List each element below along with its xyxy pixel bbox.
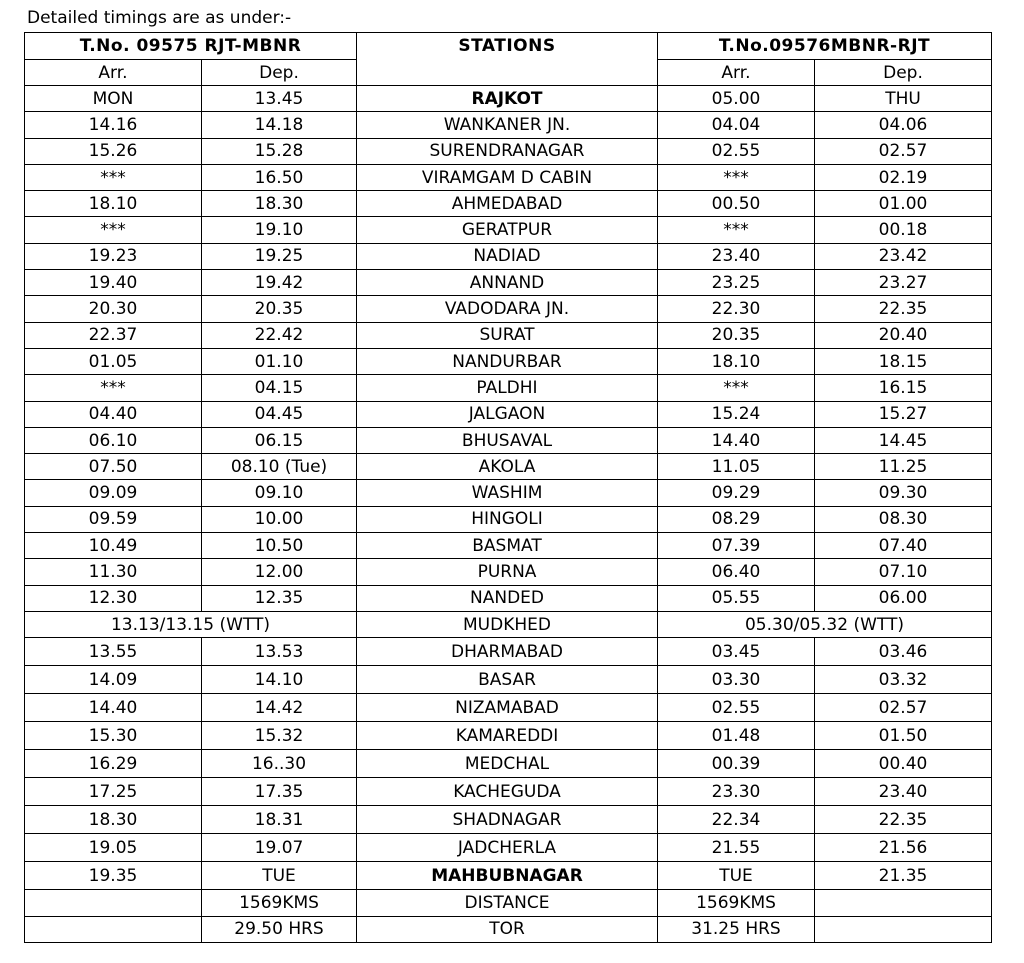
up-arrival-cell: 03.45 xyxy=(658,638,815,666)
tor-row xyxy=(25,916,992,942)
down-arrival-cell: MON xyxy=(25,86,202,112)
table-row xyxy=(25,427,992,453)
table-row xyxy=(25,164,992,190)
up-dep-header: Dep. xyxy=(815,60,992,86)
down-arrival-cell: 12.30 xyxy=(25,585,202,611)
up-wtt-cell: 05.30/05.32 (WTT) xyxy=(658,611,992,637)
table-row xyxy=(25,480,992,506)
down-departure-cell: 15.32 xyxy=(202,722,357,750)
table-row xyxy=(25,666,992,694)
down-arrival-cell: 14.09 xyxy=(25,666,202,694)
down-arrival-cell: 09.59 xyxy=(25,506,202,532)
down-wtt-cell: 13.13/13.15 (WTT) xyxy=(25,611,357,637)
down-arr-header: Arr. xyxy=(25,60,202,86)
up-arrival-cell: 21.55 xyxy=(658,834,815,862)
down-arrival-cell: 19.05 xyxy=(25,834,202,862)
empty-cell xyxy=(815,890,992,916)
down-arrival-cell: 17.25 xyxy=(25,778,202,806)
table-row xyxy=(25,834,992,862)
up-departure-cell: 02.57 xyxy=(815,138,992,164)
table-row xyxy=(25,559,992,585)
up-departure-cell: THU xyxy=(815,86,992,112)
up-departure-cell: 18.15 xyxy=(815,348,992,374)
down-departure-cell: 19.25 xyxy=(202,243,357,269)
down-arrival-cell: 19.23 xyxy=(25,243,202,269)
train-down-header: T.No. 09575 RJT-MBNR xyxy=(25,33,357,60)
up-arrival-cell: 23.40 xyxy=(658,243,815,269)
down-arrival-cell: 11.30 xyxy=(25,559,202,585)
down-arrival-cell: *** xyxy=(25,375,202,401)
station-name-cell: GERATPUR xyxy=(357,217,658,243)
station-name-cell: PURNA xyxy=(357,559,658,585)
table-row xyxy=(25,750,992,778)
down-departure-cell: 14.10 xyxy=(202,666,357,694)
table-row xyxy=(25,86,992,112)
up-departure-cell: 14.45 xyxy=(815,427,992,453)
up-arrival-cell: 06.40 xyxy=(658,559,815,585)
up-arrival-cell: 11.05 xyxy=(658,454,815,480)
station-name-cell: JADCHERLA xyxy=(357,834,658,862)
up-arrival-cell: 14.40 xyxy=(658,427,815,453)
up-departure-cell: 07.10 xyxy=(815,559,992,585)
down-departure-cell: 20.35 xyxy=(202,296,357,322)
station-name-cell: AKOLA xyxy=(357,454,658,480)
table-row xyxy=(25,270,992,296)
table-row xyxy=(25,375,992,401)
station-name-cell: VADODARA JN. xyxy=(357,296,658,322)
up-departure-cell: 02.57 xyxy=(815,694,992,722)
up-arrival-cell: 23.25 xyxy=(658,270,815,296)
down-arrival-cell: 06.10 xyxy=(25,427,202,453)
down-arrival-cell: 10.49 xyxy=(25,533,202,559)
down-departure-cell: 12.00 xyxy=(202,559,357,585)
down-departure-cell: 06.15 xyxy=(202,427,357,453)
down-departure-cell: 04.15 xyxy=(202,375,357,401)
down-departure-cell: 08.10 (Tue) xyxy=(202,454,357,480)
down-departure-cell: 18.30 xyxy=(202,191,357,217)
station-name-cell: BHUSAVAL xyxy=(357,427,658,453)
station-name-cell: AHMEDABAD xyxy=(357,191,658,217)
down-departure-cell: 19.42 xyxy=(202,270,357,296)
up-arrival-cell: *** xyxy=(658,375,815,401)
down-arrival-cell: 15.30 xyxy=(25,722,202,750)
up-departure-cell: 23.42 xyxy=(815,243,992,269)
up-departure-cell: 22.35 xyxy=(815,806,992,834)
up-arrival-cell: 03.30 xyxy=(658,666,815,694)
down-departure-cell: 10.50 xyxy=(202,533,357,559)
down-departure-cell: 16.50 xyxy=(202,164,357,190)
station-name-cell: RAJKOT xyxy=(357,86,658,112)
empty-cell xyxy=(25,916,202,942)
up-departure-cell: 09.30 xyxy=(815,480,992,506)
table-row xyxy=(25,506,992,532)
table-row xyxy=(25,217,992,243)
table-row xyxy=(25,778,992,806)
station-name-cell: NANDURBAR xyxy=(357,348,658,374)
up-arrival-cell: 22.34 xyxy=(658,806,815,834)
down-departure-cell: 16..30 xyxy=(202,750,357,778)
up-arrival-cell: 15.24 xyxy=(658,401,815,427)
station-name-cell: WANKANER JN. xyxy=(357,112,658,138)
down-departure-cell: 17.35 xyxy=(202,778,357,806)
table-row xyxy=(25,533,992,559)
table-row xyxy=(25,862,992,890)
empty-cell xyxy=(815,916,992,942)
table-row xyxy=(25,401,992,427)
up-departure-cell: 03.32 xyxy=(815,666,992,694)
table-row xyxy=(25,191,992,217)
stations-header: STATIONS xyxy=(357,33,658,86)
down-arrival-cell: 19.40 xyxy=(25,270,202,296)
down-arrival-cell: 20.30 xyxy=(25,296,202,322)
distance-row xyxy=(25,890,992,916)
up-arrival-cell: 02.55 xyxy=(658,694,815,722)
down-arrival-cell: 09.09 xyxy=(25,480,202,506)
down-departure-cell: 18.31 xyxy=(202,806,357,834)
station-name-cell: JALGAON xyxy=(357,401,658,427)
up-departure-cell: 16.15 xyxy=(815,375,992,401)
up-arrival-cell: 04.04 xyxy=(658,112,815,138)
table-row xyxy=(25,112,992,138)
down-departure-cell: 01.10 xyxy=(202,348,357,374)
up-departure-cell: 20.40 xyxy=(815,322,992,348)
up-departure-cell: 07.40 xyxy=(815,533,992,559)
down-arrival-cell: 04.40 xyxy=(25,401,202,427)
down-arrival-cell: 14.40 xyxy=(25,694,202,722)
up-arrival-cell: 02.55 xyxy=(658,138,815,164)
station-name-cell: NADIAD xyxy=(357,243,658,269)
station-name-cell: NIZAMABAD xyxy=(357,694,658,722)
summary-label-cell: TOR xyxy=(357,916,658,942)
up-arrival-cell: 05.00 xyxy=(658,86,815,112)
down-departure-cell: 14.18 xyxy=(202,112,357,138)
up-departure-cell: 01.50 xyxy=(815,722,992,750)
table-row xyxy=(25,322,992,348)
up-arrival-cell: TUE xyxy=(658,862,815,890)
table-row xyxy=(25,138,992,164)
up-departure-cell: 23.40 xyxy=(815,778,992,806)
up-departure-cell: 11.25 xyxy=(815,454,992,480)
up-arrival-cell: 00.50 xyxy=(658,191,815,217)
up-arrival-cell: 07.39 xyxy=(658,533,815,559)
down-arrival-cell: 22.37 xyxy=(25,322,202,348)
station-name-cell: PALDHI xyxy=(357,375,658,401)
up-departure-cell: 04.06 xyxy=(815,112,992,138)
station-name-cell: SURENDRANAGAR xyxy=(357,138,658,164)
up-arrival-cell: 08.29 xyxy=(658,506,815,532)
up-departure-cell: 21.35 xyxy=(815,862,992,890)
up-departure-cell: 08.30 xyxy=(815,506,992,532)
down-departure-cell: 09.10 xyxy=(202,480,357,506)
table-row xyxy=(25,454,992,480)
down-arrival-cell: 18.30 xyxy=(25,806,202,834)
down-summary-cell: 1569KMS xyxy=(202,890,357,916)
station-name-cell: KACHEGUDA xyxy=(357,778,658,806)
table-row xyxy=(25,585,992,611)
station-name-cell: DHARMABAD xyxy=(357,638,658,666)
up-departure-cell: 01.00 xyxy=(815,191,992,217)
down-arrival-cell: 14.16 xyxy=(25,112,202,138)
down-arrival-cell: 07.50 xyxy=(25,454,202,480)
down-departure-cell: 22.42 xyxy=(202,322,357,348)
up-arrival-cell: 20.35 xyxy=(658,322,815,348)
down-departure-cell: 04.45 xyxy=(202,401,357,427)
up-departure-cell: 00.18 xyxy=(815,217,992,243)
train-up-header: T.No.09576MBNR-RJT xyxy=(658,33,992,60)
down-dep-header: Dep. xyxy=(202,60,357,86)
station-name-cell: WASHIM xyxy=(357,480,658,506)
station-name-cell: ANNAND xyxy=(357,270,658,296)
down-departure-cell: 15.28 xyxy=(202,138,357,164)
table-row xyxy=(25,348,992,374)
up-arr-header: Arr. xyxy=(658,60,815,86)
station-name-cell: SHADNAGAR xyxy=(357,806,658,834)
timetable xyxy=(24,32,992,943)
up-arrival-cell: 00.39 xyxy=(658,750,815,778)
station-name-cell: NANDED xyxy=(357,585,658,611)
down-departure-cell: 12.35 xyxy=(202,585,357,611)
down-departure-cell: 19.07 xyxy=(202,834,357,862)
up-arrival-cell: 23.30 xyxy=(658,778,815,806)
up-departure-cell: 02.19 xyxy=(815,164,992,190)
station-name-cell: KAMAREDDI xyxy=(357,722,658,750)
down-departure-cell: 14.42 xyxy=(202,694,357,722)
summary-label-cell: DISTANCE xyxy=(357,890,658,916)
down-summary-cell: 29.50 HRS xyxy=(202,916,357,942)
down-departure-cell: 10.00 xyxy=(202,506,357,532)
station-name-cell: SURAT xyxy=(357,322,658,348)
up-departure-cell: 15.27 xyxy=(815,401,992,427)
table-row xyxy=(25,243,992,269)
down-arrival-cell: 18.10 xyxy=(25,191,202,217)
up-arrival-cell: 18.10 xyxy=(658,348,815,374)
up-arrival-cell: 01.48 xyxy=(658,722,815,750)
up-departure-cell: 21.56 xyxy=(815,834,992,862)
station-name-cell: BASAR xyxy=(357,666,658,694)
down-arrival-cell: 13.55 xyxy=(25,638,202,666)
down-arrival-cell: 16.29 xyxy=(25,750,202,778)
down-arrival-cell: *** xyxy=(25,217,202,243)
empty-cell xyxy=(25,890,202,916)
table-row xyxy=(25,806,992,834)
table-row xyxy=(25,638,992,666)
station-name-cell: VIRAMGAM D CABIN xyxy=(357,164,658,190)
up-arrival-cell: 09.29 xyxy=(658,480,815,506)
down-arrival-cell: 19.35 xyxy=(25,862,202,890)
table-row xyxy=(25,296,992,322)
down-departure-cell: TUE xyxy=(202,862,357,890)
station-name-cell: MUDKHED xyxy=(357,611,658,637)
station-name-cell: MAHBUBNAGAR xyxy=(357,862,658,890)
table-row xyxy=(25,722,992,750)
up-departure-cell: 06.00 xyxy=(815,585,992,611)
station-name-cell: MEDCHAL xyxy=(357,750,658,778)
up-arrival-cell: 05.55 xyxy=(658,585,815,611)
down-arrival-cell: *** xyxy=(25,164,202,190)
down-arrival-cell: 15.26 xyxy=(25,138,202,164)
up-arrival-cell: 22.30 xyxy=(658,296,815,322)
table-row-mudkhed xyxy=(25,611,992,637)
up-arrival-cell: *** xyxy=(658,164,815,190)
up-summary-cell: 31.25 HRS xyxy=(658,916,815,942)
up-departure-cell: 22.35 xyxy=(815,296,992,322)
station-name-cell: HINGOLI xyxy=(357,506,658,532)
down-departure-cell: 19.10 xyxy=(202,217,357,243)
up-arrival-cell: *** xyxy=(658,217,815,243)
up-departure-cell: 00.40 xyxy=(815,750,992,778)
down-departure-cell: 13.45 xyxy=(202,86,357,112)
up-departure-cell: 03.46 xyxy=(815,638,992,666)
down-departure-cell: 13.53 xyxy=(202,638,357,666)
down-arrival-cell: 01.05 xyxy=(25,348,202,374)
up-departure-cell: 23.27 xyxy=(815,270,992,296)
timings-caption: Detailed timings are as under:- xyxy=(27,8,292,28)
station-name-cell: BASMAT xyxy=(357,533,658,559)
table-row xyxy=(25,694,992,722)
up-summary-cell: 1569KMS xyxy=(658,890,815,916)
